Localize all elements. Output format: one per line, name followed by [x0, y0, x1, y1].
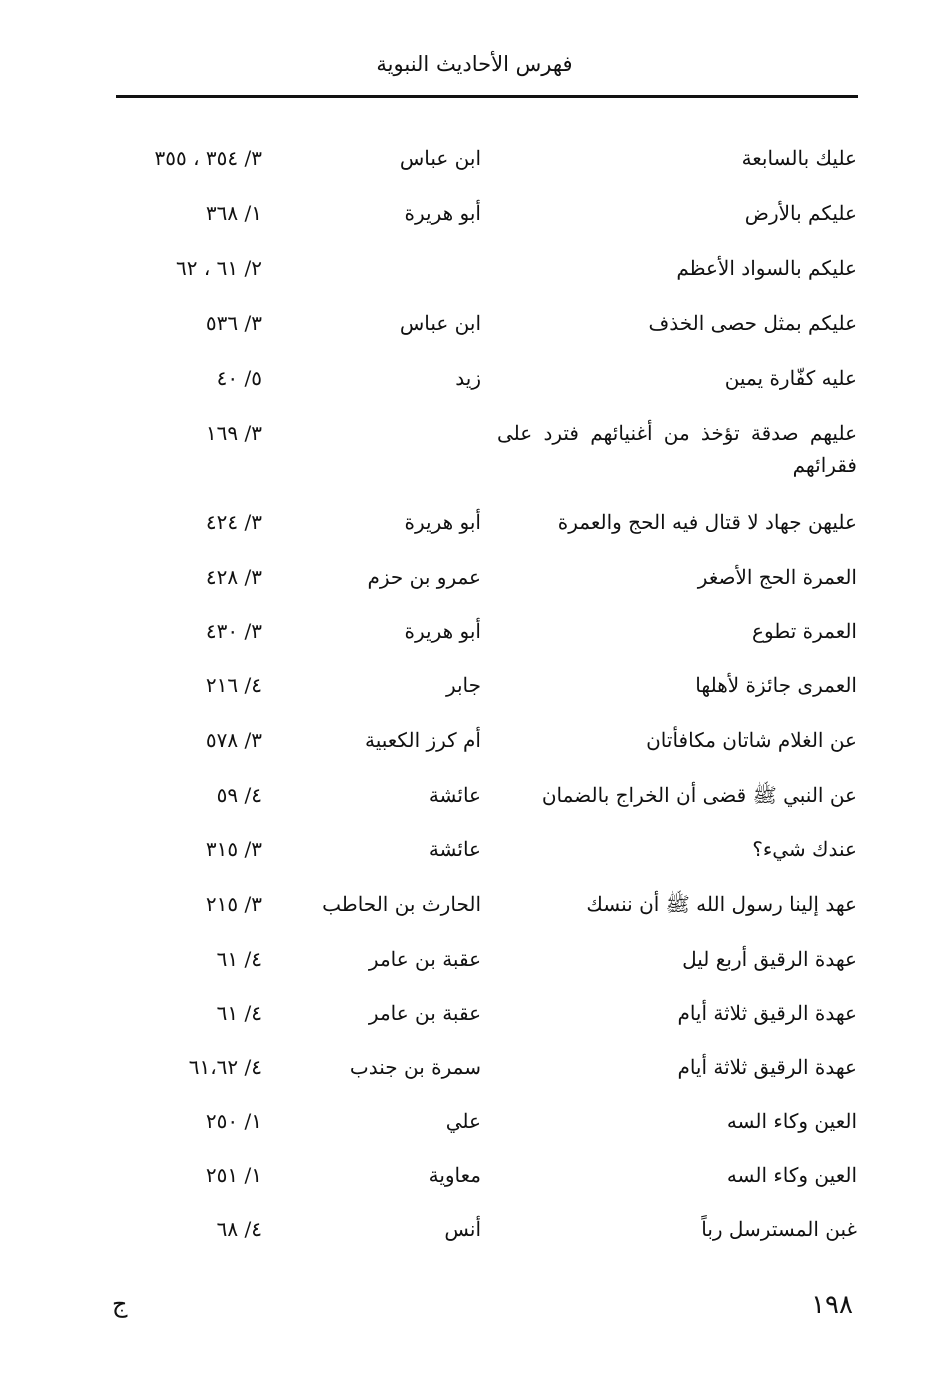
- index-row: [0, 943, 949, 993]
- hadith-text: عليكم بالسواد الأعظم: [676, 256, 857, 280]
- volume-page-ref: ٢/ ٦١ ، ٦٢: [176, 256, 262, 280]
- hadith-text: عليهن جهاد لا قتال فيه الحج والعمرة: [557, 510, 857, 534]
- narrator: ابن عباس: [399, 311, 481, 335]
- hadith-text: عن الغلام شاتان مكافأتان: [646, 728, 857, 752]
- hadith-text: عندك شيء؟: [752, 837, 857, 861]
- index-row: [0, 1051, 949, 1101]
- hadith-text: العين وكاء السه: [726, 1163, 857, 1187]
- volume-page-ref: ١/ ٢٥١: [205, 1163, 262, 1187]
- hadith-text: العمرة الحج الأصغر: [697, 565, 857, 589]
- narrator: ابن عباس: [399, 146, 481, 170]
- volume-page-ref: ١/ ٢٥٠: [205, 1109, 262, 1133]
- narrator: جابر: [445, 673, 481, 697]
- index-row: [0, 197, 949, 247]
- volume-page-ref: ٤/ ٦٨: [216, 1217, 262, 1241]
- index-row: [0, 997, 949, 1047]
- index-row: [0, 561, 949, 611]
- volume-page-ref: ٣/ ٥٣٦: [205, 311, 262, 335]
- narrator: أنس: [444, 1217, 481, 1241]
- narrator: علي: [445, 1109, 481, 1133]
- narrator: عقبة بن عامر: [368, 1001, 481, 1025]
- hadith-text: عهد إلينا رسول الله ﷺ أن ننسك: [586, 892, 857, 916]
- volume-page-ref: ٤/ ٦١،٦٢: [188, 1055, 262, 1079]
- narrator: الحارث بن الحاطب: [322, 892, 481, 916]
- hadith-text: عهدة الرقيق ثلاثة أيام: [677, 1055, 857, 1079]
- hadith-text: عليكم بمثل حصى الخذف: [648, 311, 857, 335]
- index-row: [0, 779, 949, 829]
- index-row: [0, 724, 949, 774]
- hadith-text: عليه كفّارة يمين: [724, 366, 857, 390]
- volume-page-ref: ٥/ ٤٠: [216, 366, 262, 390]
- hadith-text: عليكم بالأرض: [744, 201, 857, 225]
- volume-page-ref: ٣/ ٣١٥: [205, 837, 262, 861]
- index-row: [0, 506, 949, 556]
- index-row: [0, 833, 949, 883]
- page-header: فهرس الأحاديث النبوية: [376, 52, 573, 76]
- narrator: زيد: [455, 366, 481, 390]
- index-row: [0, 888, 949, 938]
- page-number: ١٩٨: [811, 1290, 853, 1320]
- narrator: أبو هريرة: [404, 619, 481, 643]
- hadith-text: العين وكاء السه: [726, 1109, 857, 1133]
- index-row: [0, 1159, 949, 1209]
- hadith-text: عليهم صدقة تؤخذ من أغنيائهم فترد على فقرائهم: [497, 421, 857, 477]
- index-row: [0, 142, 949, 192]
- signature-mark: ج: [112, 1290, 128, 1318]
- volume-page-ref: ٣/ ٥٧٨: [205, 728, 262, 752]
- volume-page-ref: ٣/ ٤٣٠: [205, 619, 262, 643]
- hadith-text: غبن المسترسل رباً: [701, 1217, 857, 1241]
- hadith-text: عهدة الرقيق أربع ليل: [682, 947, 857, 971]
- narrator: سمرة بن جندب: [349, 1055, 481, 1079]
- index-row: [0, 362, 949, 412]
- index-row: [0, 1213, 949, 1263]
- volume-page-ref: ٤/ ٥٩: [216, 783, 262, 807]
- hadith-text: عهدة الرقيق ثلاثة أيام: [677, 1001, 857, 1025]
- narrator: معاوية: [428, 1163, 481, 1187]
- volume-page-ref: ٣/ ٢١٥: [205, 892, 262, 916]
- narrator: أبو هريرة: [404, 510, 481, 534]
- volume-page-ref: ٤/ ٦١: [216, 1001, 262, 1025]
- hadith-text: عليك بالسابعة: [741, 146, 857, 170]
- index-row: [0, 417, 949, 497]
- narrator: أبو هريرة: [404, 201, 481, 225]
- index-row: [0, 1105, 949, 1155]
- volume-page-ref: ٤/ ٢١٦: [205, 673, 262, 697]
- narrator: عائشة: [428, 783, 481, 807]
- volume-page-ref: ٣/ ٤٢٤: [205, 510, 262, 534]
- narrator: عقبة بن عامر: [368, 947, 481, 971]
- volume-page-ref: ٤/ ٦١: [216, 947, 262, 971]
- index-row: [0, 252, 949, 302]
- narrator: عمرو بن حزم: [367, 565, 481, 589]
- volume-page-ref: ٣/ ٣٥٤ ، ٣٥٥: [154, 146, 262, 170]
- hadith-text: عن النبي ﷺ قضى أن الخراج بالضمان: [541, 783, 857, 807]
- hadith-text: العمرة تطوع: [752, 619, 857, 643]
- index-row: [0, 669, 949, 719]
- index-row: [0, 307, 949, 357]
- index-row: [0, 615, 949, 665]
- narrator: عائشة: [428, 837, 481, 861]
- volume-page-ref: ٣/ ٤٢٨: [205, 565, 262, 589]
- volume-page-ref: ١/ ٣٦٨: [205, 201, 262, 225]
- narrator: أم كرز الكعبية: [364, 728, 481, 752]
- hadith-text: العمرى جائزة لأهلها: [695, 673, 857, 697]
- volume-page-ref: ٣/ ١٦٩: [205, 421, 262, 445]
